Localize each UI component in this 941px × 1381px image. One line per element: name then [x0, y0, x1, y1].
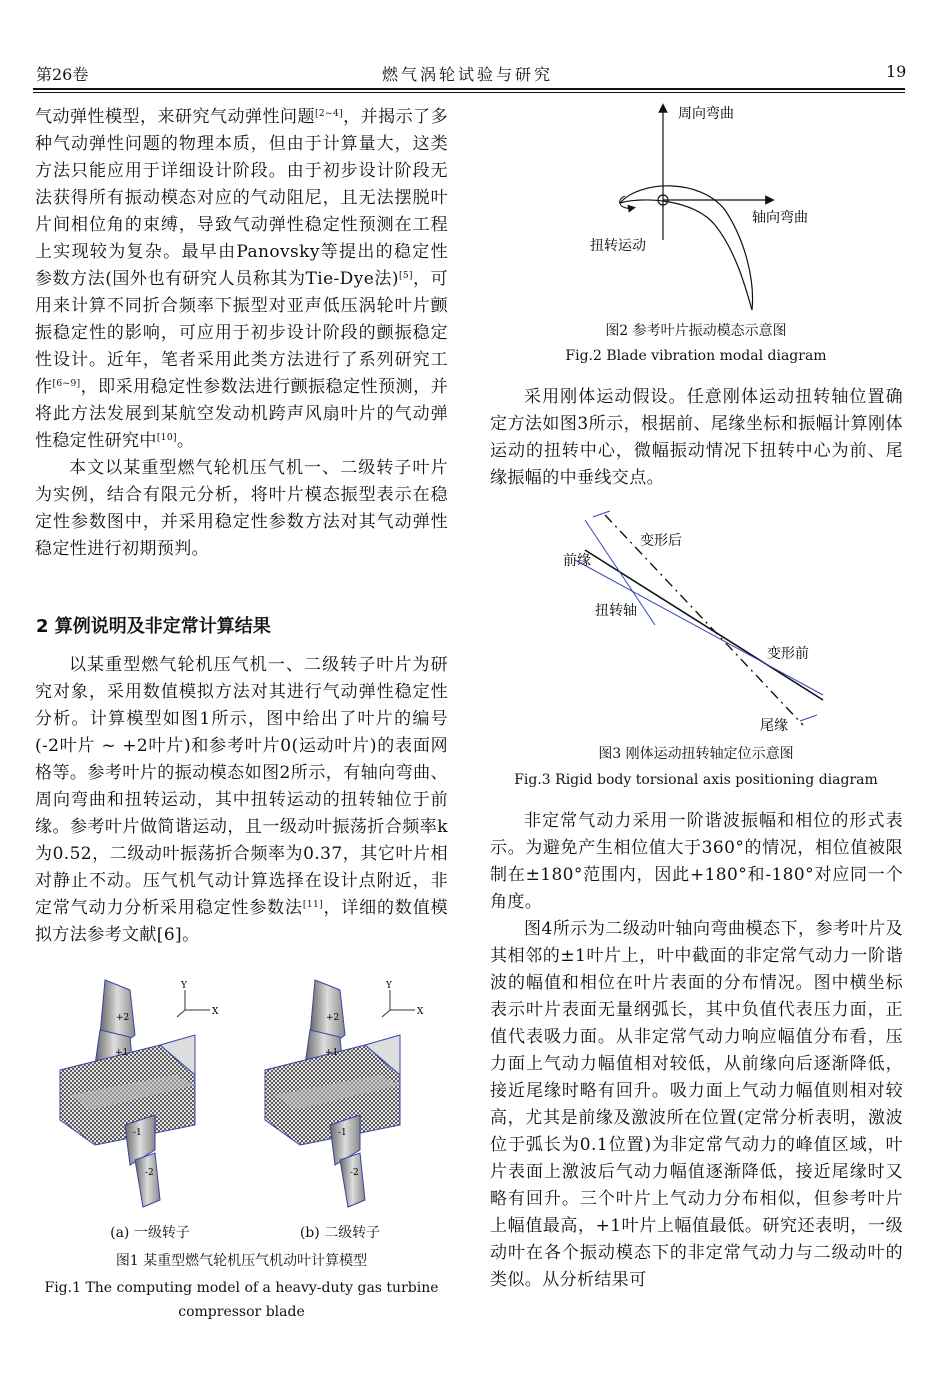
- svg-text:Y: Y: [181, 981, 187, 991]
- paragraph-3: 以某重型燃气轮机压气机一、二级转子叶片为研究对象，采用数值模拟方法对其进行气动弹性稳定性分析。计算模型如图1所示，图中给出了叶片的编号(-2叶片 ~ +2叶片)和参考叶片0(运动叶片)的表面网格等。参考叶片的振动模态如图2所示，有轴向弯曲、周向弯曲和扭转运动，其中扭转运动的扭转轴位于前缘。参考叶片做简谐运动，且一级动叶振荡折合频率k为0.52，二级动叶振荡折合频率为0.37，其它叶片相对静止不动。压气机气动计算选择在设计点附近，非定常气动力分析采用稳定性参数法[11]，详细的数值模拟方法参考文献[6]。: [35, 655, 449, 945]
- svg-text:Y: Y: [386, 981, 392, 991]
- model-b: [265, 980, 424, 1207]
- svg-text:变形后: 变形后: [640, 533, 682, 549]
- header-page: 19: [886, 62, 907, 81]
- paragraph-2: 本文以某重型燃气轮机压气机一、二级转子叶片为实例，结合有限元分析，将叶片模态振型表示在稳定性参数图中，并采用稳定性参数方法对其气动弹性稳定性进行初期预判。: [35, 458, 448, 559]
- figure-1-sublabel-b: (b) 二级转子: [299, 1225, 381, 1241]
- section-heading: 2 算例说明及非定常计算结果: [36, 616, 271, 637]
- paragraph-1: 气动弹性模型，来研究气动弹性问题[2~4]，并揭示了多种气动弹性问题的物理本质，但由于计算量大，这类方法只能应用于详细设计阶段。由于初步设计阶段无法获得所有振动模态对应的气动阻尼，且无法摆脱叶片间相位角的束缚，导致气动弹性稳定性预测在工程上实现较为复杂。最早由Panovsky等提出的稳定性参数方法(国外也有研究人员称其为Tie-Dye法)[5]，可用来计算不同折合频率下振型对亚声低压涡轮叶片颤振稳定性的影响，可应用于初步设计阶段的颤振稳定性设计。近年，笔者采用此类方法进行了系列研究工作[6~9]，即采用稳定性参数法进行颤振稳定性预测，并将此方法发展到某航空发动机跨声风扇叶片的气动弹性稳定性研究中[10]。: [35, 107, 449, 451]
- svg-text:尾缘: 尾缘: [760, 718, 788, 734]
- svg-text:+1: +1: [115, 1048, 129, 1058]
- paragraph-r2: 非定常气动力采用一阶谐波振幅和相位的形式表示。为避免产生相位值大于360°的情况，相位值被限制在±180°范围内，因此+180°和-180°对应同一个角度。: [490, 811, 903, 912]
- paragraph-r1: 采用刚体运动假设。任意刚体运动扭转轴位置确定方法如图3所示，根据前、尾缘坐标和振幅计算刚体运动的扭转中心，微幅振动情况下扭转中心为前、尾缘振幅的中垂线交点。: [490, 387, 903, 488]
- header-volume: 第26卷: [36, 65, 89, 84]
- svg-text:前缘: 前缘: [563, 553, 591, 569]
- figure-1-sublabel-a: (a) 一级转子: [110, 1225, 190, 1241]
- figure-1-caption-cn: 图1 某重型燃气轮机压气机动叶计算模型: [115, 1253, 368, 1269]
- figure-1-caption-en: Fig.1 The computing model of a heavy-duty gas turbine compressor blade: [44, 1280, 439, 1320]
- figure-3-torsional-axis: [555, 505, 835, 735]
- left-column-text: [35, 104, 448, 563]
- svg-text:-2: -2: [350, 1168, 359, 1178]
- figure-2-caption-en: Fig.2 Blade vibration modal diagram: [565, 348, 827, 364]
- svg-text:扭转运动: 扭转运动: [590, 238, 646, 254]
- figure-2-vibration-modes: [570, 100, 830, 315]
- svg-text:扭转轴: 扭转轴: [595, 603, 637, 619]
- figure-3-caption-cn: 图3 刚体运动扭转轴定位示意图: [598, 746, 794, 762]
- svg-text:-1: -1: [338, 1128, 347, 1138]
- header-rule-thin: [33, 92, 905, 93]
- right-column-text-2: [490, 808, 903, 1294]
- svg-text:-2: -2: [145, 1168, 154, 1178]
- figure-1-model: [55, 975, 435, 1215]
- svg-text:X: X: [212, 1007, 219, 1017]
- svg-text:+2: +2: [116, 1013, 130, 1023]
- right-column-text: [490, 384, 903, 492]
- header-journal: 燃气涡轮试验与研究: [382, 65, 554, 84]
- model-a: [60, 980, 219, 1207]
- paragraph-r3: 图4所示为二级动叶轴向弯曲模态下，参考叶片及其相邻的±1叶片上，叶中截面的非定常气动力一阶谐波的幅值和相位在叶片表面的分布情况。图中横坐标表示叶片表面无量纲弧长，其中负值代表压力面，正值代表吸力面。从非定常气动力响应幅值分布看，压力面上气动力幅值相对较低，从前缘向后逐渐降低，接近尾缘时略有回升。吸力面上气动力幅值则相对较高，尤其是前缘及激波所在位置(定常分析表明，激波位于弧长为0.1位置)为非定常气动力的峰值区域，叶片表面上激波后气动力幅值逐渐降低，接近尾缘时又略有回升。三个叶片上气动力分布相似，但参考叶片上幅值最高，+1叶片上幅值最低。研究还表明，一级动叶在各个振动模态下的非定常气动力与二级动叶的类似。从分析结果可: [490, 919, 903, 1290]
- svg-text:-1: -1: [133, 1128, 142, 1138]
- svg-text:+2: +2: [326, 1013, 340, 1023]
- header-rule: [33, 88, 905, 90]
- svg-text:+1: +1: [325, 1048, 339, 1058]
- svg-text:变形前: 变形前: [767, 646, 809, 662]
- left-column-text-2: [35, 652, 448, 949]
- svg-text:轴向弯曲: 轴向弯曲: [752, 210, 808, 226]
- svg-text:周向弯曲: 周向弯曲: [678, 106, 734, 122]
- figure-3-caption-en: Fig.3 Rigid body torsional axis positioning diagram: [514, 772, 878, 788]
- figure-2-caption-cn: 图2 参考叶片振动模态示意图: [605, 323, 787, 339]
- svg-text:X: X: [417, 1007, 424, 1017]
